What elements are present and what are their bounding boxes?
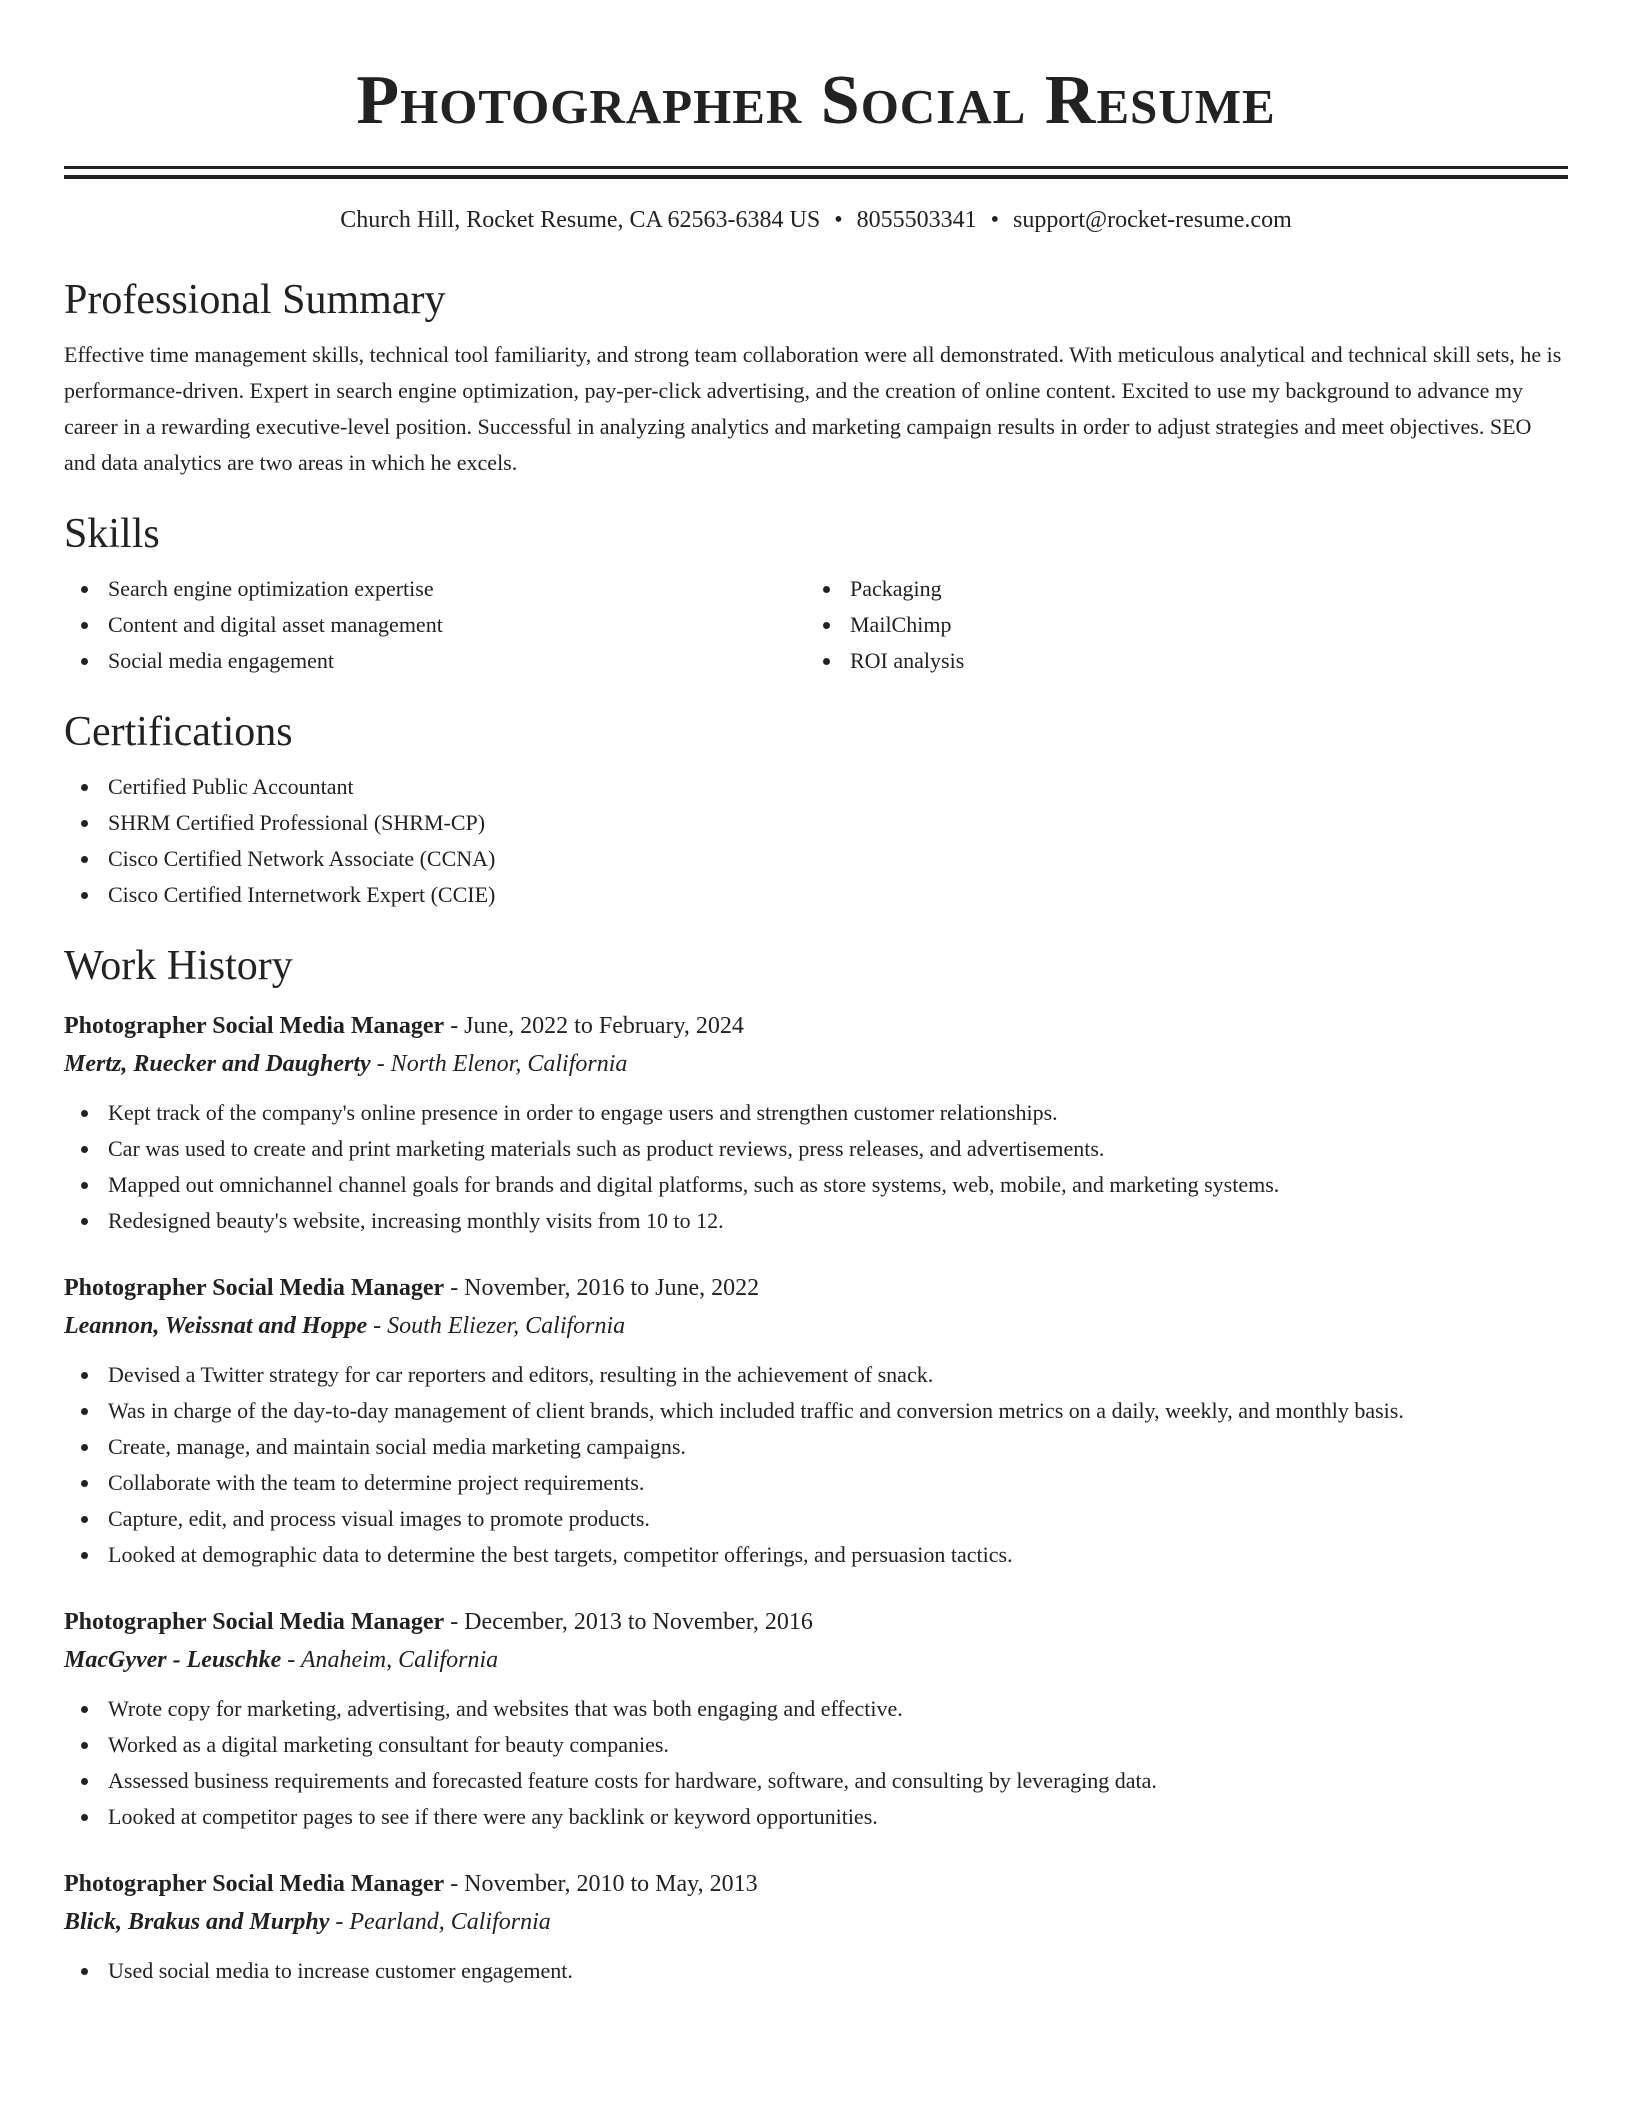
job-header <box>64 1269 1568 1307</box>
resume-page <box>64 0 1568 1989</box>
job-bullet: Wrote copy for marketing, advertising, and websites that was both engaging and effective. <box>64 1691 1568 1727</box>
job-dates: - November, 2016 to June, 2022 <box>444 1275 760 1301</box>
job-bullets <box>64 1953 1568 1989</box>
job-bullet: Create, manage, and maintain social media marketing campaigns. <box>64 1429 1568 1465</box>
summary-text: Effective time management skills, technical tool familiarity, and strong team collaboration were all demonstrated. With meticulous analytical and technical skill sets, he is performance-driven. Expert in search engine optimization, pay-per-click advertising, and the creation of online content. Excited to use my background to advance my career in a rewarding executive-level position. Successful in analyzing analytics and marketing campaign results in order to adjust strategies and meet objectives. SEO and data analytics are two areas in which he excels. <box>64 342 1562 475</box>
job-header <box>64 1007 1568 1045</box>
certifications-section <box>64 707 1568 913</box>
job-dates: - November, 2010 to May, 2013 <box>444 1871 758 1897</box>
contact-email: support@rocket-resume.com <box>1013 207 1292 233</box>
job-header <box>64 1603 1568 1641</box>
skills-grid <box>64 571 1568 679</box>
job-dates: - June, 2022 to February, 2024 <box>444 1013 744 1039</box>
job-bullet: Collaborate with the team to determine project requirements. <box>64 1465 1568 1501</box>
summary-heading: Professional Summary <box>64 277 446 323</box>
job-bullet: Car was used to create and print marketing materials such as product reviews, press releases, and advertisements. <box>64 1131 1568 1167</box>
skill-item: ROI analysis <box>806 643 1548 679</box>
job-title: Photographer Social Media Manager <box>64 1871 445 1897</box>
company-name: MacGyver - Leuschke <box>64 1647 282 1673</box>
job-bullet: Kept track of the company's online presence in order to engage users and strengthen customer relationships. <box>64 1095 1568 1131</box>
job-bullets <box>64 1357 1568 1573</box>
contact-phone: 8055503341 <box>856 207 977 233</box>
job-bullet: Looked at competitor pages to see if there were any backlink or keyword opportunities. <box>64 1799 1568 1835</box>
skill-item: Social media engagement <box>64 643 806 679</box>
job-title: Photographer Social Media Manager <box>64 1013 445 1039</box>
job-title: Photographer Social Media Manager <box>64 1275 445 1301</box>
skills-section <box>64 509 1568 679</box>
contact-separator: • <box>990 207 1000 233</box>
job-bullet: Used social media to increase customer engagement. <box>64 1953 1568 1989</box>
job-bullet: Mapped out omnichannel channel goals for brands and digital platforms, such as store systems, web, mobile, and marketing systems. <box>64 1167 1568 1203</box>
resume-title: Photographer Social Resume <box>356 62 1276 139</box>
job-title: Photographer Social Media Manager <box>64 1609 445 1635</box>
job-bullets <box>64 1691 1568 1835</box>
contact-line <box>64 205 1568 235</box>
company-location: - Pearland, California <box>329 1909 551 1935</box>
skills-column-right <box>806 571 1548 679</box>
job-entry <box>64 1865 1568 1989</box>
certification-item: Cisco Certified Network Associate (CCNA) <box>64 841 1568 877</box>
skills-heading: Skills <box>64 511 160 557</box>
certifications-list <box>64 769 1568 913</box>
job-bullet: Was in charge of the day-to-day management of client brands, which included traffic and conversion metrics on a daily, weekly, and monthly basis. <box>64 1393 1568 1429</box>
job-bullet: Assessed business requirements and forecasted feature costs for hardware, software, and consulting by leveraging data. <box>64 1763 1568 1799</box>
company-location: - North Elenor, California <box>370 1051 628 1077</box>
company-location: - South Eliezer, California <box>367 1313 626 1339</box>
skill-item: Search engine optimization expertise <box>64 571 806 607</box>
summary-section <box>64 275 1568 481</box>
skills-column-left <box>64 571 806 679</box>
job-bullet: Devised a Twitter strategy for car reporters and editors, resulting in the achievement of snack. <box>64 1357 1568 1393</box>
certifications-heading: Certifications <box>64 709 293 755</box>
company-name: Blick, Brakus and Murphy <box>64 1909 330 1935</box>
work-history-heading: Work History <box>64 943 293 989</box>
job-bullet: Capture, edit, and process visual images to promote products. <box>64 1501 1568 1537</box>
company-location: - Anaheim, California <box>281 1647 499 1673</box>
job-bullets <box>64 1095 1568 1239</box>
job-header <box>64 1865 1568 1903</box>
job-employer <box>64 1641 1568 1679</box>
job-employer <box>64 1307 1568 1345</box>
work-history-section <box>64 941 1568 1989</box>
certification-item: SHRM Certified Professional (SHRM-CP) <box>64 805 1568 841</box>
job-entry <box>64 1603 1568 1835</box>
job-entry <box>64 1007 1568 1239</box>
contact-separator: • <box>834 207 843 233</box>
certification-item: Certified Public Accountant <box>64 769 1568 805</box>
title-rule-bottom <box>64 175 1568 179</box>
skill-item: Packaging <box>806 571 1548 607</box>
job-bullet: Redesigned beauty's website, increasing monthly visits from 10 to 12. <box>64 1203 1568 1239</box>
job-employer <box>64 1045 1568 1083</box>
skill-item: Content and digital asset management <box>64 607 806 643</box>
certification-item: Cisco Certified Internetwork Expert (CCIE) <box>64 877 1568 913</box>
job-dates: - December, 2013 to November, 2016 <box>444 1609 813 1635</box>
company-name: Leannon, Weissnat and Hoppe <box>64 1313 368 1339</box>
job-bullet: Worked as a digital marketing consultant for beauty companies. <box>64 1727 1568 1763</box>
job-employer <box>64 1903 1568 1941</box>
title-rule-top <box>64 166 1568 169</box>
job-entry <box>64 1269 1568 1573</box>
skill-item: MailChimp <box>806 607 1548 643</box>
contact-address: Church Hill, Rocket Resume, CA 62563-6384 US <box>340 207 821 233</box>
job-bullet: Looked at demographic data to determine the best targets, competitor offerings, and persuasion tactics. <box>64 1537 1568 1573</box>
company-name: Mertz, Ruecker and Daugherty <box>64 1051 371 1077</box>
